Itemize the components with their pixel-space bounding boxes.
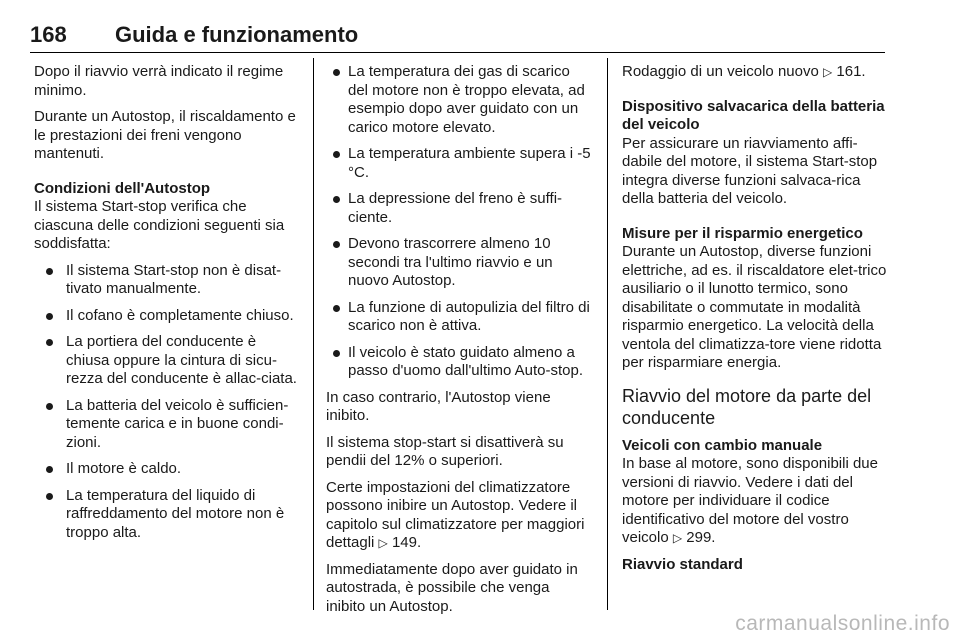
watermark: carmanualsonline.info [735,612,950,635]
section-title: Riavvio del motore da parte del conducente [622,385,872,428]
paragraph: Il sistema stop-start si disattiverà su pendii del 12% o superiori. [326,433,564,469]
list-item: Il sistema Start-stop non è disat-tivato manualmente. [34,262,302,299]
section-heading: Condizioni dell'Autostop [34,179,211,197]
list-item: Il cofano è completamente chiuso. [34,307,302,326]
list-item: La portiera del conducente è chiusa oppure la cintura di sicu-rezza del conducente è allac-ciata. [34,333,302,389]
conditions-list [34,262,302,543]
paragraph: Per assicurare un riavviamento affi-dabile del motore, il sistema Start-stop integra diverse funzioni salvaca-rica della batteria del veicolo. [622,134,878,207]
paragraph-text: Rodaggio di un veicolo nuovo [622,63,819,80]
paragraph: In caso contrario, l'Autostop viene inibito. [326,388,551,424]
page-reference-arrow-icon: ▷ [672,531,683,545]
list-item: La temperatura dei gas di scarico del motore non è troppo elevata, ad esempio dopo aver guidato con un carico motore elevato. [326,63,592,137]
chapter-title: Guida e funzionamento [115,22,359,47]
page-reference-arrow-icon: ▷ [378,536,388,550]
list-item: La depressione del freno è suffi-ciente. [326,190,592,227]
page-reference-link[interactable]: 161. [836,63,866,80]
list-item: La funzione di autopulizia del filtro di scarico non è attiva. [326,299,592,336]
column-right [622,63,888,574]
page-reference-arrow-icon: ▷ [822,65,833,79]
paragraph-text: In base al motore, sono disponibili due versioni di riavvio. Vedere i dati del motore per individuare il codice identificativo del motore del vostro veicolo [622,455,878,546]
paragraph: Immediatamente dopo aver guidato in autostrada, è possibile che venga inibito un Autostop. [326,560,578,615]
paragraph [326,479,592,553]
column-left [34,63,302,550]
page-number: 168 [30,22,67,47]
list-item: La temperatura del liquido di raffreddamento del motore non è troppo alta. [34,487,302,543]
page-reference-link[interactable]: 149. [391,534,422,551]
paragraph-text: Certe impostazioni del climatizzatore possono inibire un Autostop. Vedere il capitolo sul climatizzatore per maggiori dettagli [326,478,585,551]
list-item: La temperatura ambiente supera i -5 °C. [326,145,592,182]
paragraph: Durante un Autostop, il riscaldamento e le prestazioni dei freni vengono mantenuti. [34,108,296,162]
column-divider [313,58,314,610]
section-heading: Veicoli con cambio manuale [622,436,823,454]
section-heading: Misure per il risparmio energetico [622,224,863,242]
list-item: Devono trascorrere almeno 10 secondi tra l'ultimo riavvio e un nuovo Autostop. [326,235,592,291]
list-item: Il motore è caldo. [34,460,302,479]
column-divider [607,58,608,610]
paragraph [622,63,888,82]
list-item: Il veicolo è stato guidato almeno a passo d'uomo dall'ultimo Auto-stop. [326,344,592,381]
conditions-list-continued [326,63,592,381]
page-header [30,22,885,53]
section-heading: Dispositivo salvacarica della batteria del veicolo [622,97,885,133]
paragraph [622,455,888,548]
paragraph: Dopo il riavvio verrà indicato il regime minimo. [34,63,284,99]
paragraph: Durante un Autostop, diverse funzioni elettriche, ad es. il riscaldatore elet-trico ausiliario o il lunotto termico, sono disabilitate o commutate in modalità risparmio energetico. La velocità della ventola del climatizza-tore viene ridotta per risparmiare energia. [622,243,887,371]
page-reference-link[interactable]: 299. [686,529,716,546]
paragraph: Il sistema Start-stop verifica che ciascuna delle condizioni seguenti sia soddisfatta: [34,198,285,252]
column-middle [326,63,592,624]
list-item: La batteria del veicolo è sufficien-temente carica e in buone condi-zioni. [34,397,302,453]
section-heading: Riavvio standard [622,555,743,573]
